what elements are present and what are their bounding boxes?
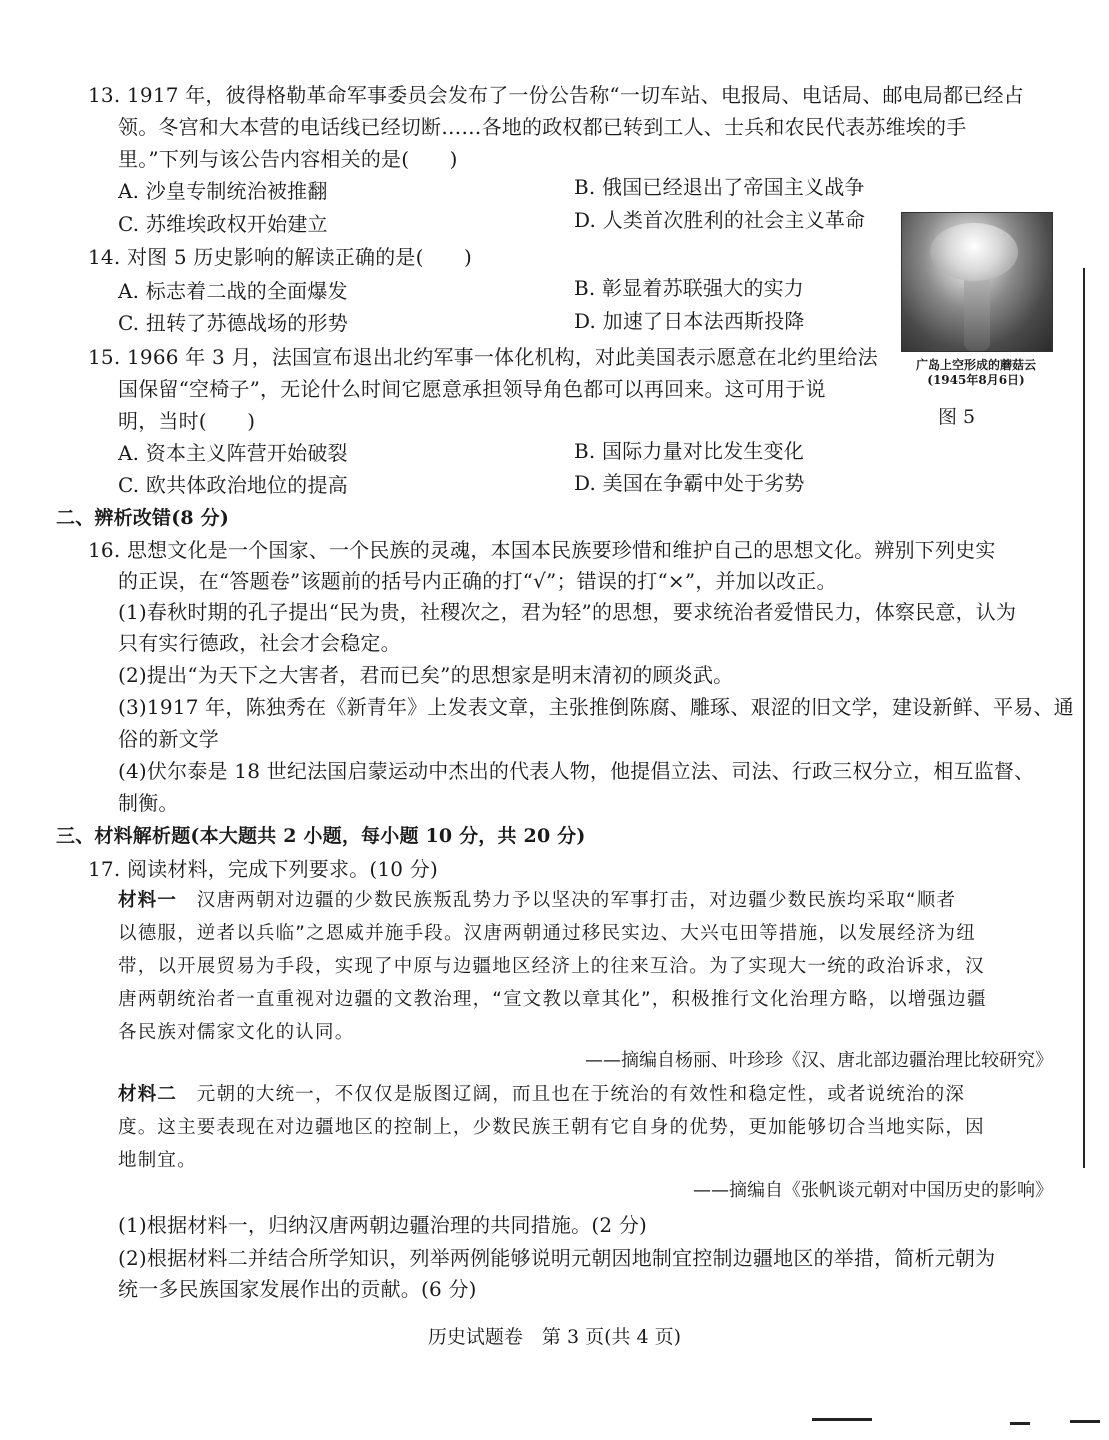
scan-artifact [812, 1418, 872, 1421]
q13-option-d: D. 人类首次胜利的社会主义革命 [574, 208, 866, 232]
q16-item2: (2)提出“为天下之大害者，君而已矣”的思想家是明末清初的顾炎武。 [118, 663, 734, 687]
material2-line3: 地制宜。 [118, 1150, 197, 1171]
q15-option-d: D. 美国在争霸中处于劣势 [574, 471, 805, 495]
q15-stem-line2: 国保留“空椅子”，无论什么时间它愿意承担领导角色都可以再回来。这可用于说 [118, 377, 826, 401]
q16-item4-line2: 制衡。 [118, 791, 179, 815]
q17-requirement2-line2: 统一多民族国家发展作出的贡献。(6 分) [118, 1277, 477, 1301]
material1-line5: 各民族对儒家文化的认同。 [118, 1022, 355, 1043]
section2-title: 二、辨析改错(8 分) [56, 507, 230, 529]
q15-option-c: C. 欧共体政治地位的提高 [118, 473, 348, 497]
q16-item1-line1: (1)春秋时期的孔子提出“民为贵，社稷次之，君为轻”的思想，要求统治者爱惜民力，体察民意，认为 [118, 600, 1017, 624]
figure-label: 图 5 [938, 406, 976, 428]
q16-item1-line2: 只有实行德政，社会才会稳定。 [118, 631, 401, 655]
q14-option-a: A. 标志着二战的全面爆发 [118, 279, 348, 303]
material1-line3: 带，以开展贸易为手段，实现了中原与边疆地区经济上的往来互洽。为了实现大一统的政治诉求，汉 [118, 956, 985, 977]
material2-text-line1: 元朝的大统一，不仅仅是版图辽阔，而且也在于统治的有效性和稳定性，或者说统治的深 [177, 1084, 966, 1105]
q16-item4-line1: (4)伏尔泰是 18 世纪法国启蒙运动中杰出的代表人物，他提倡立法、司法、行政三权分立，相互监督、 [118, 759, 1035, 783]
q14-option-c: C. 扭转了苏德战场的形势 [118, 311, 348, 335]
q13-stem-line3: 里。”下列与该公告内容相关的是( ) [118, 147, 458, 171]
q14-option-b: B. 彰显着苏联强大的实力 [574, 276, 805, 300]
q17-stem: 17. 阅读材料，完成下列要求。(10 分) [88, 857, 438, 881]
mushroom-cloud-photo [901, 212, 1053, 352]
material1-label: 材料一 [118, 890, 178, 911]
material2-label: 材料二 [118, 1084, 178, 1105]
q15-option-a: A. 资本主义阵营开始破裂 [118, 441, 348, 465]
scan-edge-line [1083, 268, 1085, 1168]
q14-option-d: D. 加速了日本法西斯投降 [574, 309, 805, 333]
material1-line1 [118, 886, 956, 916]
figure-caption-date: (1945年8月6日) [927, 373, 1025, 387]
q13-option-b: B. 俄国已经退出了帝国主义战争 [574, 175, 865, 199]
q13-option-c: C. 苏维埃政权开始建立 [118, 212, 328, 236]
figure-caption-title: 广岛上空形成的蘑菇云 [915, 358, 1036, 372]
material2-source: ——摘编自《张帆谈元朝对中国历史的影响》 [693, 1180, 1053, 1201]
q13-stem-line2: 领。冬宫和大本营的电话线已经切断……各地的政权都已转到工人、士兵和农民代表苏维埃的手 [118, 115, 967, 139]
q13-option-a: A. 沙皇专制统治被推翻 [118, 179, 328, 203]
page-footer: 历史试题卷 第 3 页(共 4 页) [427, 1326, 682, 1348]
q16-stem-line1: 16. 思想文化是一个国家、一个民族的灵魂，本国本民族要珍惜和维护自己的思想文化。辨别下列史实 [88, 538, 996, 562]
material2-line1 [118, 1080, 965, 1110]
material1-line2: 以德服，逆者以兵临”之恩威并施手段。汉唐两朝通过移民实边、大兴屯田等措施，以发展经济为纽 [118, 923, 976, 944]
section3-title: 三、材料解析题(本大题共 2 小题，每小题 10 分，共 20 分) [56, 825, 586, 847]
q13-stem-line1: 13. 1917 年，彼得格勒革命军事委员会发布了一份公告称“一切车站、电报局、电话局、邮电局都已经占 [88, 83, 1024, 107]
scan-artifact [1010, 1422, 1030, 1425]
q16-item3-line2: 俗的新文学 [118, 727, 219, 751]
q17-requirement1: (1)根据材料一，归纳汉唐两朝边疆治理的共同措施。(2 分) [118, 1213, 648, 1237]
material1-source: ——摘编自杨丽、叶珍珍《汉、唐北部边疆治理比较研究》 [585, 1050, 1053, 1071]
material1-line4: 唐两朝统治者一直重视对边疆的文教治理，“宣文教以章其化”，积极推行文化治理方略，以增强边疆 [118, 989, 987, 1010]
q17-requirement2-line1: (2)根据材料二并结合所学知识，列举两例能够说明元朝因地制宜控制边疆地区的举措，简析元朝为 [118, 1246, 996, 1270]
material2-line2: 度。这主要表现在对边疆地区的控制上，少数民族王朝有它自身的优势，更加能够切合当地实际，因 [118, 1117, 985, 1138]
scan-artifact [1070, 1420, 1100, 1423]
q15-option-b: B. 国际力量对比发生变化 [574, 439, 805, 463]
cloud-stem-shape [964, 271, 990, 351]
q16-item3-line1: (3)1917 年，陈独秀在《新青年》上发表文章，主张推倒陈腐、雕琢、艰涩的旧文学，建设新鲜、平易、通 [118, 695, 1074, 719]
q16-stem-line2: 的正误，在“答题卷”该题前的括号内正确的打“√”；错误的打“×”，并加以改正。 [118, 569, 837, 593]
cloud-cap-shape [930, 223, 1018, 281]
q14-stem: 14. 对图 5 历史影响的解读正确的是( ) [88, 245, 473, 269]
material1-text-line1: 汉唐两朝对边疆的少数民族叛乱势力予以坚决的军事打击，对边疆少数民族均采取“顺者 [177, 890, 957, 911]
q15-stem-line3: 明，当时( ) [118, 409, 256, 433]
q15-stem-line1: 15. 1966 年 3 月，法国宣布退出北约军事一体化机构，对此美国表示愿意在北约里给法 [88, 345, 878, 369]
